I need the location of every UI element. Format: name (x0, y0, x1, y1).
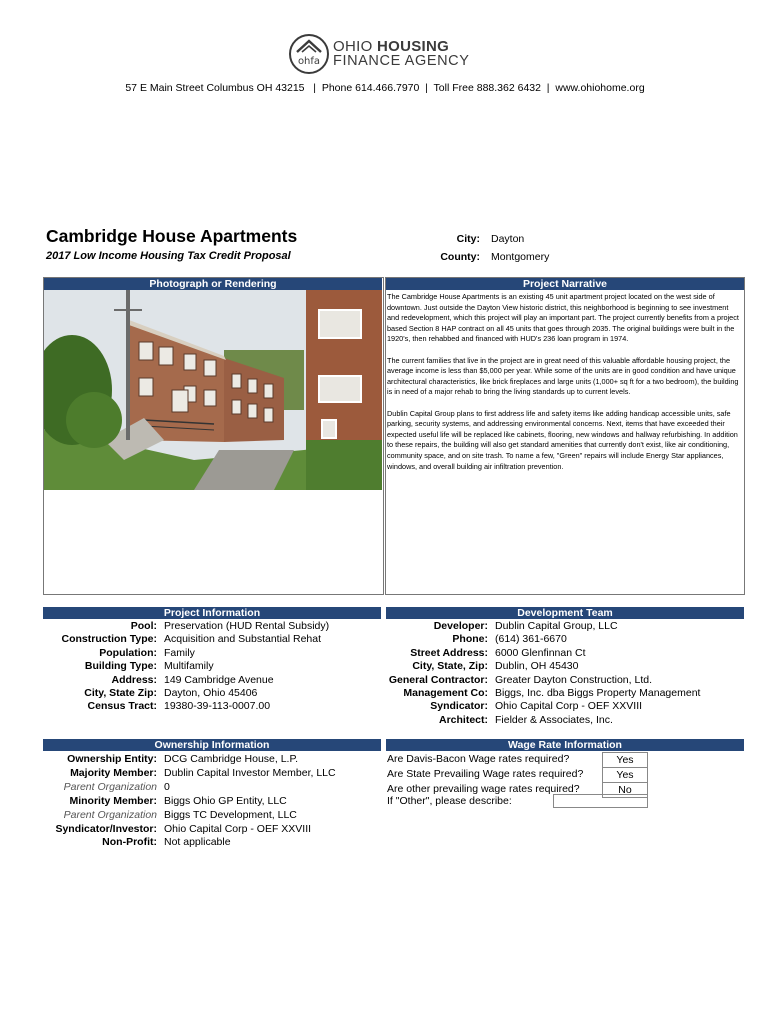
field-value: Greater Dayton Construction, Ltd. (495, 673, 652, 686)
photo-header: Photograph or Rendering (44, 278, 382, 290)
project-info-row (43, 647, 381, 660)
other-wage-description (553, 794, 648, 808)
logo-mark-text: ohfa (297, 56, 321, 67)
project-info-row (43, 633, 381, 646)
ownership-row (43, 781, 381, 795)
field-value: Acquisition and Substantial Rehat (164, 633, 322, 646)
field-value: Biggs, Inc. dba Biggs Property Management (495, 687, 701, 700)
field-label: Population: (99, 646, 157, 659)
city-label: City: (456, 233, 480, 245)
ownership-row (43, 823, 381, 837)
field-label: Non-Profit: (102, 836, 157, 849)
field-label: Ownership Entity: (67, 753, 157, 765)
ownership-header: Ownership Information (43, 739, 381, 751)
project-info-row (43, 687, 381, 700)
project-narrative (387, 292, 739, 483)
dev-team-row (386, 700, 744, 713)
field-label: Majority Member: (70, 766, 157, 779)
ownership-row (43, 809, 381, 823)
wage-question: Are other prevailing wage rates required? (387, 783, 580, 795)
narrative-paragraph-1: The Cambridge House Apartments is an existing 45 unit apartment project located on the west side of downtown. Just outside the Dayton View historic district, this neighborhood is beginning to see investment and redevelopment, which this project will play an important part. The project currently benefits from a project based Section 8 HAP contract on all 45 units that goes through 2035. The original buildings were built in the 1920's, then rehabbed and financed with HUD's 236 loan program in 1974. (387, 292, 739, 344)
project-info-row (43, 660, 381, 673)
wage-answer: Yes (602, 767, 648, 782)
county-label: County: (440, 251, 480, 263)
other-wage-label: If "Other", please describe: (387, 795, 512, 807)
field-value: 149 Cambridge Avenue (164, 673, 274, 686)
county-value: Montgomery (491, 251, 550, 263)
wage-question: Are Davis-Bacon Wage rates required? (387, 753, 570, 765)
wage-row (387, 767, 652, 782)
project-info-header: Project Information (43, 607, 381, 619)
project-info-row (43, 620, 381, 633)
ownership-row (43, 753, 381, 767)
field-label: Construction Type: (61, 633, 157, 646)
field-value: Family (164, 646, 195, 659)
field-value: 19380-39-113-0007.00 (164, 700, 271, 713)
field-label: Building Type: (84, 660, 157, 673)
field-label: Census Tract: (87, 700, 157, 713)
field-value: Biggs TC Development, LLC (164, 808, 297, 821)
field-value: Dayton, Ohio 45406 (164, 687, 258, 700)
ownership-row (43, 836, 381, 850)
wage-row (387, 752, 652, 767)
field-label: Street Address: (410, 646, 488, 659)
city-value: Dayton (491, 233, 525, 245)
field-label: Architect: (438, 713, 488, 726)
building-photo (44, 290, 382, 490)
wage-answer: No (602, 782, 648, 798)
field-label: Phone: (452, 633, 488, 646)
narrative-paragraph-3: Dublin Capital Group plans to first address life and safety items like adding handicap accessible units, safe parking, security systems, and addressing environmental concerns. Next, items that have exceeded their expected useful life will be replaced like cabinets, flooring, new windows and hallway refurbishing. In addition to these repairs, the building will also get standard amenities that currently don't exist, like air conditioning, community space, and on site trash. To name a few, "Green" repairs will include Energy Star appliances, windows, and overall building air infiltration prevention. (387, 408, 738, 471)
field-label: General Contractor: (388, 673, 488, 686)
dev-team-row (386, 620, 744, 633)
field-label: Parent Organization (63, 780, 157, 793)
ownership-row (43, 795, 381, 809)
field-label: City, State Zip: (84, 687, 157, 700)
dev-team-row (386, 660, 744, 673)
project-info-table (43, 620, 381, 714)
field-value: 0 (164, 780, 170, 793)
field-value: Dublin Capital Investor Member, LLC (164, 766, 336, 779)
logo-line-2: FINANCE AGENCY (333, 53, 470, 69)
narrative-paragraph-2: The current families that live in the project are in great need of this valuable affordable housing project, the average income is less than $5,000 per year. While some of the units are in good condition and have unique architectural characteristics, like brick fireplaces and large units (1,000+ sq ft for a two bedroom), the building is in need of a major rehab to bring the living standards up to current levels. (387, 355, 739, 397)
field-label: Parent Organization (63, 808, 157, 821)
dev-team-header: Development Team (386, 607, 744, 619)
field-value: Fielder & Associates, Inc. (495, 713, 613, 726)
ohfa-logo (289, 34, 489, 80)
field-value: Ohio Capital Corp - OEF XXVIII (495, 700, 643, 713)
project-title: Cambridge House Apartments (46, 226, 298, 246)
dev-team-row (386, 714, 744, 727)
narrative-header: Project Narrative (386, 278, 744, 290)
field-value: Multifamily (164, 660, 214, 673)
wage-header: Wage Rate Information (386, 739, 744, 751)
dev-team-table (386, 620, 744, 727)
wage-question: Are State Prevailing Wage rates required? (387, 768, 584, 780)
field-value: Not applicable (164, 836, 231, 849)
field-value: Biggs Ohio GP Entity, LLC (164, 794, 287, 807)
field-label: Management Co: (403, 687, 488, 700)
wage-answer: Yes (602, 752, 648, 767)
field-value: Dublin, OH 45430 (495, 660, 579, 673)
ownership-table (43, 753, 381, 850)
field-value: DCG Cambridge House, L.P. (164, 753, 299, 765)
field-value: Dublin Capital Group, LLC (495, 620, 618, 632)
ownership-row (43, 767, 381, 781)
dev-team-row (386, 633, 744, 646)
dev-team-row (386, 647, 744, 660)
logo-line-1: OHIO HOUSING (333, 38, 450, 55)
house-logo-icon (289, 34, 329, 74)
project-info-row (43, 700, 381, 713)
field-label: Minority Member: (69, 794, 157, 807)
field-label: Syndicator: (430, 700, 488, 713)
field-label: City, State, Zip: (412, 660, 488, 673)
dev-team-row (386, 674, 744, 687)
field-value: Ohio Capital Corp - OEF XXVIII (164, 822, 312, 835)
field-value: (614) 361-6670 (495, 633, 567, 646)
wage-table (387, 752, 652, 798)
field-label: Syndicator/Investor: (55, 822, 157, 835)
field-label: Developer: (433, 620, 488, 632)
field-value: Preservation (HUD Rental Subsidy) (164, 620, 330, 632)
project-info-row (43, 674, 381, 687)
project-subtitle: 2017 Low Income Housing Tax Credit Proposal (46, 250, 291, 262)
field-value: 6000 Glenfinnan Ct (495, 646, 586, 659)
field-label: Address: (111, 673, 157, 686)
dev-team-row (386, 687, 744, 700)
contact-line: 57 E Main Street Columbus OH 43215 | Phone 614.466.7970 | Toll Free 888.362 6432 | www.ohiohome.org (125, 82, 645, 94)
field-label: Pool: (130, 620, 157, 632)
